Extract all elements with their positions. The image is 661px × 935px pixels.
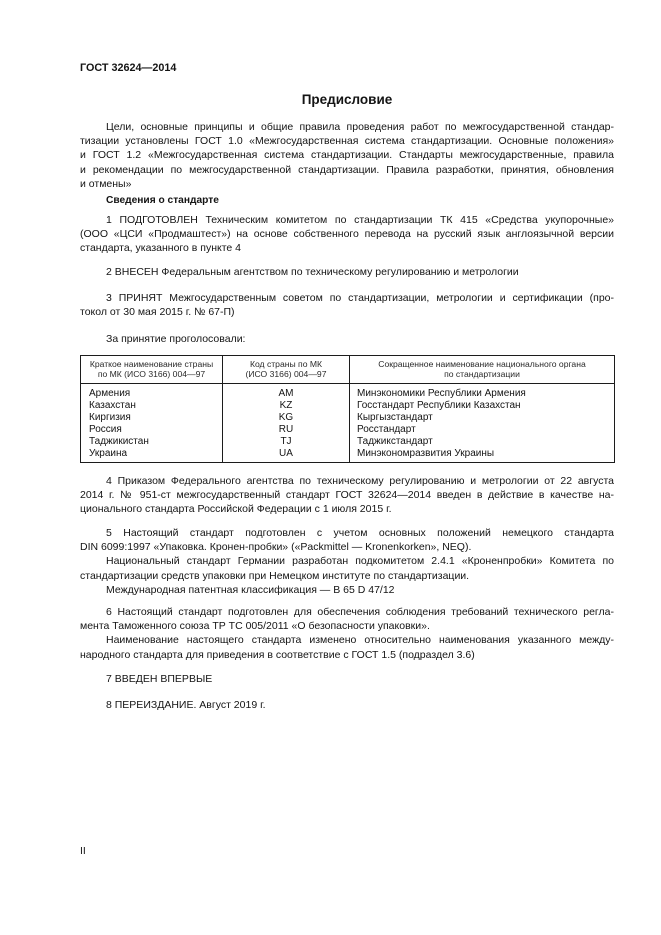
header-country-code xyxy=(223,356,350,384)
paragraph-line: токол от 30 мая 2015 г. № 67-П) xyxy=(80,306,235,319)
paragraph-line: ционального стандарта Российской Федерации с 1 июля 2015 г. xyxy=(80,503,392,516)
cell-country: Армения xyxy=(81,384,223,401)
paragraph-line: стандартизации средств упаковки при Немецком институте по стандартизации. xyxy=(80,569,470,582)
votes-intro: За принятие проголосовали: xyxy=(106,333,246,345)
paragraph-line: DIN 6099:1997 «Упаковка. Кронен-пробки» («Packmittel — Kronenkorken», NEQ). xyxy=(80,541,472,554)
cell-country: Таджикистан xyxy=(81,436,223,448)
cell-country: Киргизия xyxy=(81,412,223,424)
paragraph-line: 3 ПРИНЯТ Межгосударственным советом по стандартизации, метрологии и сертификации (про- xyxy=(106,292,614,304)
header-country-name xyxy=(81,356,223,384)
cell-standards-body: Росстандарт xyxy=(350,424,615,436)
intro-line: и отмены» xyxy=(80,177,132,190)
header-standards-body xyxy=(350,356,615,384)
header-line: Код страны по МК xyxy=(249,358,323,369)
item-2-paragraph xyxy=(80,265,614,279)
cell-standards-body: Минэкономики Республики Армения xyxy=(350,384,615,401)
intro-paragraph xyxy=(80,120,614,191)
paragraph-line: 2 ВНЕСЕН Федеральным агентством по техническому регулированию и метрологии xyxy=(106,266,519,278)
info-section xyxy=(80,194,614,208)
paragraph-line: 7 ВВЕДЕН ВПЕРВЫЕ xyxy=(106,673,213,685)
paragraph-line: 6 Настоящий стандарт подготовлен для обеспечения соблюдения требований технического регла- xyxy=(106,606,614,618)
votes-table xyxy=(80,355,615,463)
cell-country-code: RU xyxy=(223,424,350,436)
votes-intro-paragraph xyxy=(80,332,614,346)
table-row xyxy=(81,384,615,401)
paragraph-line: стандарта, указанного в пункте 4 xyxy=(80,242,241,255)
paragraph-line: народного стандарта для приведения в соответствие с ГОСТ 1.5 (подраздел 3.6) xyxy=(80,648,475,661)
cell-country: Украина xyxy=(81,448,223,463)
item-8-paragraph xyxy=(80,698,614,712)
paragraph-line: мента Таможенного союза ТР ТС 005/2011 «О безопасности упаковки». xyxy=(80,620,430,633)
page-title: Предисловие xyxy=(301,92,393,107)
paragraph-line: Международная патентная классификация — B 65 D 47/12 xyxy=(106,583,395,596)
item-1-paragraph xyxy=(80,213,614,256)
table-row xyxy=(81,400,615,412)
paragraph-line: 2014 г. № 951-ст межгосударственный стандарт ГОСТ 32624—2014 введен в действие в качестве на- xyxy=(80,489,614,502)
table-row xyxy=(81,436,615,448)
cell-country-code: UA xyxy=(223,448,350,463)
paragraph-line: (ООО «ЦСИ «Продмаштест») на основе собственного перевода на русский язык англоязычной версии xyxy=(80,228,614,241)
header-line: по стандартизации xyxy=(444,368,520,379)
paragraph-line: Наименование настоящего стандарта изменено относительно наименования указанного между- xyxy=(106,634,614,647)
page-number: II xyxy=(80,845,86,857)
table-header-row xyxy=(81,356,615,384)
paragraph-line: Национальный стандарт Германии разработан подкомитетом 2.4.1 «Кроненпробки» Комитета по xyxy=(106,555,614,568)
header-line: (ИСО 3166) 004—97 xyxy=(245,368,327,379)
item-4-paragraph xyxy=(80,474,614,517)
cell-country-code: KG xyxy=(223,412,350,424)
cell-country: Россия xyxy=(81,424,223,436)
header-line: по МК (ИСО 3166) 004—97 xyxy=(97,368,206,379)
item-5-paragraph xyxy=(80,526,614,597)
running-header: ГОСТ 32624—2014 xyxy=(80,62,177,74)
cell-standards-body: Госстандарт Республики Казахстан xyxy=(350,400,615,412)
header-line: Краткое наименование страны xyxy=(89,358,214,369)
paragraph-line: 4 Приказом Федерального агентства по техническому регулированию и метрологии от 22 августа xyxy=(106,475,614,487)
intro-line: и ГОСТ 1.2 «Межгосударственная система стандартизации. Стандарты межгосударственные, правила xyxy=(80,149,614,162)
cell-country-code: KZ xyxy=(223,400,350,412)
intro-line: и рекомендации по межгосударственной стандартизации. Правила разработки, принятия, обновления xyxy=(80,163,614,176)
item-7-paragraph xyxy=(80,672,614,686)
cell-standards-body: Таджикстандарт xyxy=(350,436,615,448)
paragraph-line: 8 ПЕРЕИЗДАНИЕ. Август 2019 г. xyxy=(106,699,266,711)
item-6-paragraph xyxy=(80,605,614,662)
table-row xyxy=(81,424,615,436)
cell-country: Казахстан xyxy=(81,400,223,412)
cell-country-code: TJ xyxy=(223,436,350,448)
cell-standards-body: Кыргызстандарт xyxy=(350,412,615,424)
paragraph-line: 5 Настоящий стандарт подготовлен с учетом основных положений немецкого стандарта xyxy=(106,527,614,539)
cell-standards-body: Минэкономразвития Украины xyxy=(350,448,615,463)
item-3-paragraph xyxy=(80,291,614,319)
cell-country-code: AM xyxy=(223,384,350,401)
info-heading: Сведения о стандарте xyxy=(106,195,219,206)
intro-line: Цели, основные принципы и общие правила проведения работ по межгосударственной стандар- xyxy=(106,121,614,133)
intro-line: тизации установлены ГОСТ 1.0 «Межгосударственная система стандартизации. Основные положения» xyxy=(80,135,614,148)
table-row xyxy=(81,412,615,424)
table-row xyxy=(81,448,615,463)
paragraph-line: 1 ПОДГОТОВЛЕН Техническим комитетом по стандартизации ТК 415 «Средства укупорочные» xyxy=(106,214,614,226)
header-line: Сокращенное наименование национального органа xyxy=(378,358,586,369)
